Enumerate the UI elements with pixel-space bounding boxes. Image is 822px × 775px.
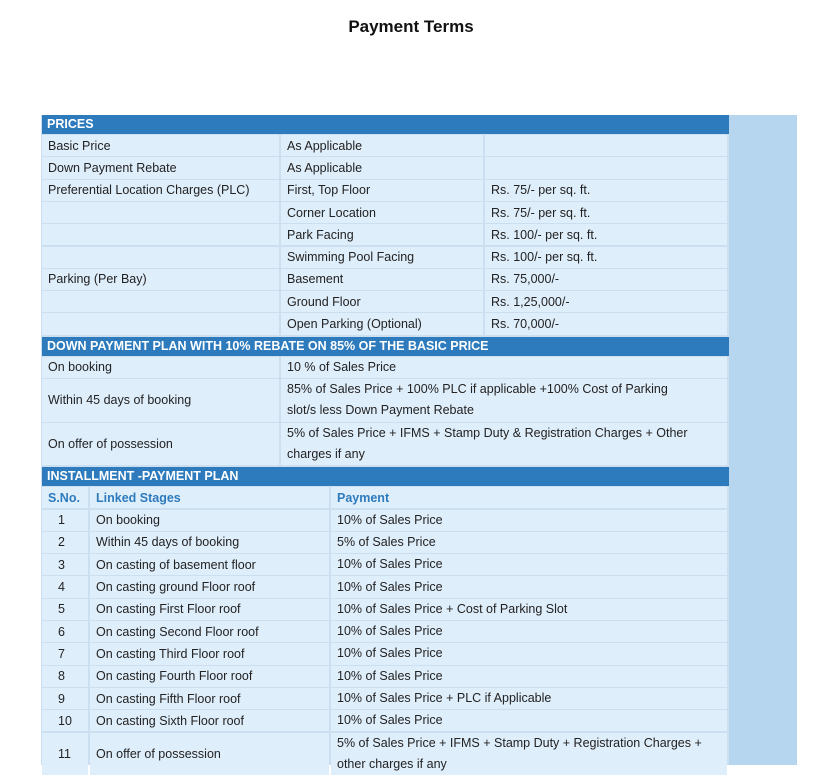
installment-sno: 5 (42, 599, 88, 620)
down-payment-stage: On booking (42, 357, 279, 378)
table-row (42, 269, 729, 290)
price-label: Down Payment Rebate (42, 157, 279, 178)
text-line: 10% of Sales Price + PLC if Applicable (337, 688, 551, 709)
price-label: Preferential Location Charges (PLC) (42, 180, 279, 201)
installment-payment (331, 621, 727, 642)
down-payment-amount (281, 379, 727, 422)
table-row (42, 291, 729, 312)
text-line: 85% of Sales Price + 100% PLC if applicable +100% Cost of Parking (287, 379, 668, 400)
column-header-payment: Payment (331, 487, 727, 508)
table-row (42, 733, 729, 775)
column-header-sno: S.No. (42, 487, 88, 508)
text-line: 10% of Sales Price (337, 621, 443, 642)
price-detail: Basement (281, 269, 483, 290)
price-label (42, 247, 279, 268)
table-row (42, 157, 729, 178)
price-label (42, 224, 279, 245)
installment-sno: 11 (42, 733, 88, 775)
price-label: Basic Price (42, 135, 279, 156)
table-row (42, 247, 729, 268)
text-line: 5% of Sales Price (337, 532, 436, 553)
installment-payment (331, 643, 727, 664)
price-detail: As Applicable (281, 135, 483, 156)
installment-sno: 8 (42, 666, 88, 687)
price-detail: First, Top Floor (281, 180, 483, 201)
installment-payment (331, 532, 727, 553)
table-row (42, 423, 729, 466)
installment-stage: On casting First Floor roof (90, 599, 329, 620)
installment-payment (331, 599, 727, 620)
table-row (42, 510, 729, 531)
installment-sno: 9 (42, 688, 88, 709)
table-row (42, 379, 729, 422)
installment-sno: 3 (42, 554, 88, 575)
table-row (42, 666, 729, 687)
text-line: 5% of Sales Price + IFMS + Stamp Duty + Registration Charges + (337, 733, 702, 754)
text-line: 10% of Sales Price (337, 666, 443, 687)
text-line: 10% of Sales Price (337, 577, 443, 598)
installment-stage: On booking (90, 510, 329, 531)
price-rate: Rs. 100/- per sq. ft. (485, 247, 727, 268)
table-header-row (42, 487, 729, 508)
installment-payment (331, 666, 727, 687)
text-line: slot/s less Down Payment Rebate (287, 400, 474, 421)
installment-payment (331, 688, 727, 709)
installment-sno: 1 (42, 510, 88, 531)
price-detail: Corner Location (281, 202, 483, 223)
installment-sno: 10 (42, 710, 88, 731)
text-line: 10% of Sales Price (337, 643, 443, 664)
text-line: 10 % of Sales Price (287, 357, 396, 378)
price-rate (485, 135, 727, 156)
table-row (42, 554, 729, 575)
installment-payment (331, 576, 727, 597)
installment-stage: On casting of basement floor (90, 554, 329, 575)
down-payment-amount (281, 423, 727, 466)
text-line: 10% of Sales Price + Cost of Parking Slot (337, 599, 567, 620)
price-detail: Open Parking (Optional) (281, 313, 483, 334)
installment-sno: 7 (42, 643, 88, 664)
section-heading-installment: INSTALLMENT -PAYMENT PLAN (42, 467, 729, 486)
price-label (42, 202, 279, 223)
installment-stage: On casting ground Floor roof (90, 576, 329, 597)
table-row (42, 688, 729, 709)
installment-stage: On casting Sixth Floor roof (90, 710, 329, 731)
text-line: 10% of Sales Price (337, 510, 443, 531)
price-rate: Rs. 75/- per sq. ft. (485, 202, 727, 223)
price-rate: Rs. 75/- per sq. ft. (485, 180, 727, 201)
installment-stage: On casting Fifth Floor roof (90, 688, 329, 709)
table-row (42, 202, 729, 223)
price-rate (485, 157, 727, 178)
price-rate: Rs. 75,000/- (485, 269, 727, 290)
price-label: Parking (Per Bay) (42, 269, 279, 290)
table-row (42, 313, 729, 334)
text-line: 10% of Sales Price (337, 554, 443, 575)
section-heading-prices: PRICES (42, 115, 729, 134)
table-row (42, 643, 729, 664)
price-detail: Ground Floor (281, 291, 483, 312)
page-title: Payment Terms (0, 17, 822, 37)
table-row (42, 576, 729, 597)
table-row (42, 135, 729, 156)
text-line: 5% of Sales Price + IFMS + Stamp Duty & Registration Charges + Other (287, 423, 688, 444)
table-row (42, 621, 729, 642)
column-header-stage: Linked Stages (90, 487, 329, 508)
price-detail: Park Facing (281, 224, 483, 245)
price-label (42, 291, 279, 312)
installment-sno: 4 (42, 576, 88, 597)
installment-payment (331, 733, 727, 775)
section-heading-down-payment: DOWN PAYMENT PLAN WITH 10% REBATE ON 85% OF THE BASIC PRICE (42, 337, 729, 356)
installment-payment (331, 710, 727, 731)
table-row (42, 357, 729, 378)
text-line: 10% of Sales Price (337, 710, 443, 731)
price-detail: Swimming Pool Facing (281, 247, 483, 268)
price-label (42, 313, 279, 334)
installment-stage: On casting Third Floor roof (90, 643, 329, 664)
table-row (42, 710, 729, 731)
installment-stage: Within 45 days of booking (90, 532, 329, 553)
table-edge-strip (729, 115, 797, 765)
price-detail: As Applicable (281, 157, 483, 178)
installment-stage: On casting Second Floor roof (90, 621, 329, 642)
down-payment-amount (281, 357, 727, 378)
price-rate: Rs. 1,25,000/- (485, 291, 727, 312)
table-row (42, 532, 729, 553)
table-row (42, 224, 729, 245)
down-payment-stage: On offer of possession (42, 423, 279, 466)
installment-sno: 2 (42, 532, 88, 553)
installment-sno: 6 (42, 621, 88, 642)
payment-terms-table (41, 115, 797, 765)
text-line: other charges if any (337, 754, 447, 775)
price-rate: Rs. 100/- per sq. ft. (485, 224, 727, 245)
down-payment-stage: Within 45 days of booking (42, 379, 279, 422)
installment-stage: On casting Fourth Floor roof (90, 666, 329, 687)
installment-stage: On offer of possession (90, 733, 329, 775)
table-row (42, 599, 729, 620)
installment-payment (331, 510, 727, 531)
installment-payment (331, 554, 727, 575)
price-rate: Rs. 70,000/- (485, 313, 727, 334)
table-row (42, 180, 729, 201)
text-line: charges if any (287, 444, 365, 465)
